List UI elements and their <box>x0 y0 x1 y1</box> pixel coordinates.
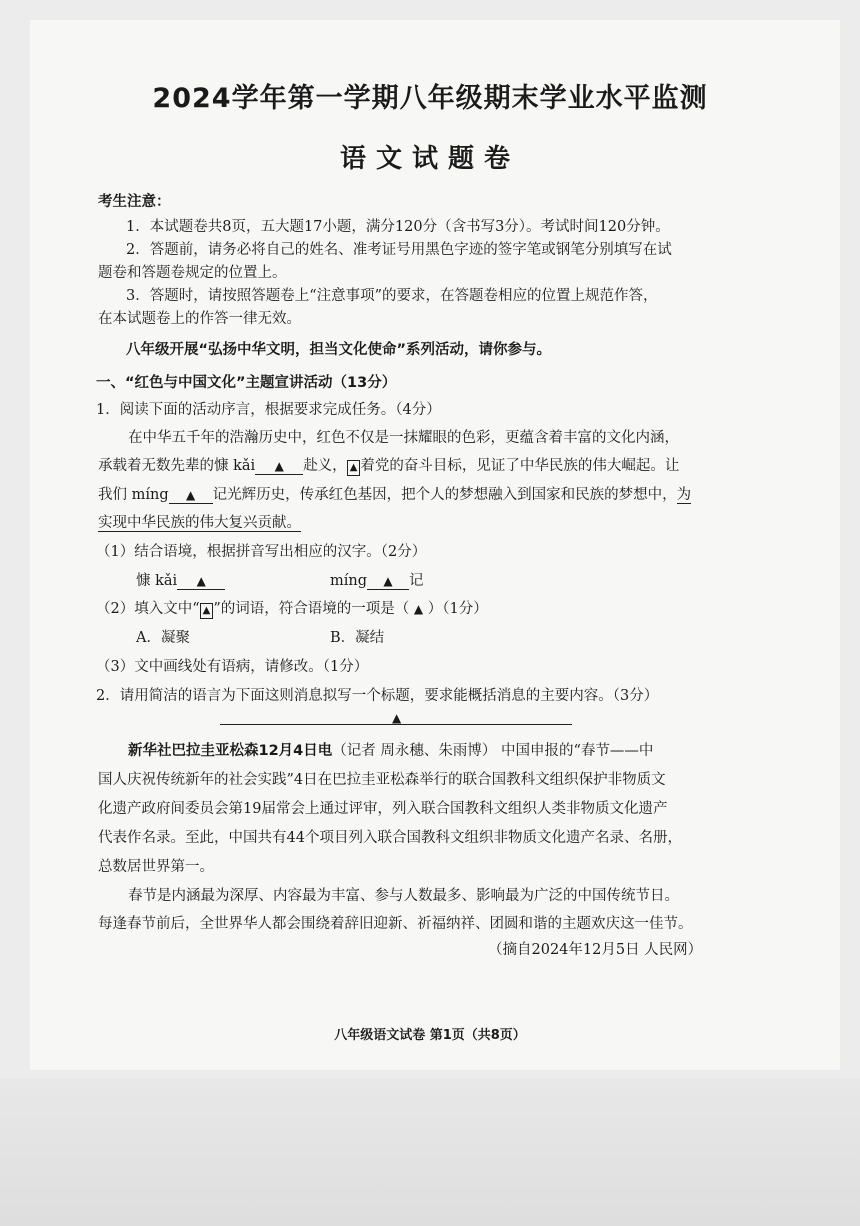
option-b: B．凝结 <box>330 630 385 646</box>
blank-ming[interactable]: ▲ <box>169 487 213 504</box>
subquestion-1: （1）结合语境，根据拼音写出相应的汉字。（2分） <box>96 544 427 560</box>
news-line-2: 国人庆祝传统新年的社会实践”4日在巴拉圭亚松森举行的联合国教科文组织保护非物质文 <box>98 772 666 788</box>
page-footer: 八年级语文试卷 第1页（共8页） <box>334 1028 526 1043</box>
answer-ming: míng ▲ 记 <box>330 573 424 589</box>
news-line-1: 新华社巴拉圭亚松森12月4日电（记者 周永穗、朱雨博） 中国申报的“春节——中 <box>128 743 654 759</box>
option-a: A．凝聚 <box>136 630 190 646</box>
news-line-3: 化遗产政府间委员会第19届常会上通过评审，列入联合国教科文组织人类非物质文化遗产 <box>98 801 668 817</box>
section-1-heading: 一、“红色与中国文化”主题宣讲活动（13分） <box>96 375 397 391</box>
scan-background <box>0 1078 860 1226</box>
notice-item-2b: 题卷和答题卷规定的位置上。 <box>98 265 287 281</box>
preface-line-1: 在中华五千年的浩瀚历史中，红色不仅是一抹耀眼的色彩，更蕴含着丰富的文化内涵， <box>128 430 679 446</box>
subquestion-3: （3）文中画线处有语病，请修改。（1分） <box>96 659 369 675</box>
notice-item-3a: 3．答题时，请按照答题卷上“注意事项”的要求，在答题卷相应的位置上规范作答， <box>126 288 658 304</box>
activity-intro: 八年级开展“弘扬中华文明，担当文化使命”系列活动，请你参与。 <box>126 342 552 358</box>
answer-slot[interactable]: ▲ <box>413 602 424 616</box>
news-dateline: 新华社巴拉圭亚松森12月4日电 <box>128 743 333 759</box>
answer-blank-kai[interactable]: ▲ <box>177 573 225 590</box>
notice-item-3b: 在本试题卷上的作答一律无效。 <box>98 311 301 327</box>
news-source: （摘自2024年12月5日 人民网） <box>488 942 703 958</box>
boxed-triangle-mark: ▲ <box>347 460 361 476</box>
news-para2-line-1: 春节是内涵最为深厚、内容最为丰富、参与人数最多、影响最为广泛的中国传统节日。 <box>128 888 679 904</box>
answer-kai: 慷 kǎi ▲ <box>136 571 225 591</box>
preface-line-3: 我们 míng ▲ 记光辉历史，传承红色基因，把个人的梦想融入到国家和民族的梦想中，为 <box>98 487 692 503</box>
subquestion-2: （2）填入文中“ ▲ ”的词语，符合语境的一项是（ ▲ ）（1分） <box>96 601 488 617</box>
blank-kai[interactable]: ▲ <box>255 458 303 475</box>
preface-line-4 <box>98 513 301 533</box>
underlined-sentence: 实现中华民族的伟大复兴贡献。 <box>98 515 301 531</box>
question-2: 2．请用简洁的语言为下面这则消息拟写一个标题，要求能概括消息的主要内容。（3分） <box>96 688 659 704</box>
notice-heading: 考生注意： <box>98 194 171 210</box>
news-para2-line-2: 每逢春节前后，全世界华人都会围绕着辞旧迎新、祈福纳祥、团圆和谐的主题欢庆这一佳节。 <box>98 916 693 932</box>
preface-line-2: 承载着无数先辈的慷 kǎi ▲ 赴义， ▲ 着党的奋斗目标，见证了中华民族的伟大崛起。让 <box>98 458 680 474</box>
boxed-triangle-mark: ▲ <box>200 603 214 619</box>
exam-subtitle: 语文试题卷 <box>339 144 520 174</box>
answer-blank-ming[interactable]: ▲ <box>367 573 409 590</box>
question-1: 1．阅读下面的活动序言，根据要求完成任务。（4分） <box>96 402 441 418</box>
news-line-4: 代表作名录。至此，中国共有44个项目列入联合国教科文组织非物质文化遗产名录、名册， <box>98 830 682 846</box>
exam-title: 2024学年第一学期八年级期末学业水平监测 <box>152 83 708 114</box>
notice-item-2a: 2．答题前，请务必将自己的姓名、准考证号用黑色字迹的签字笔或钢笔分别填写在试 <box>126 242 672 258</box>
notice-item-1: 1．本试题卷共8页，五大题17小题，满分120分（含书写3分）。考试时间120分钟。 <box>126 219 670 235</box>
answer-triangle: ▲ <box>392 711 402 725</box>
news-line-5: 总数居世界第一。 <box>98 859 214 875</box>
